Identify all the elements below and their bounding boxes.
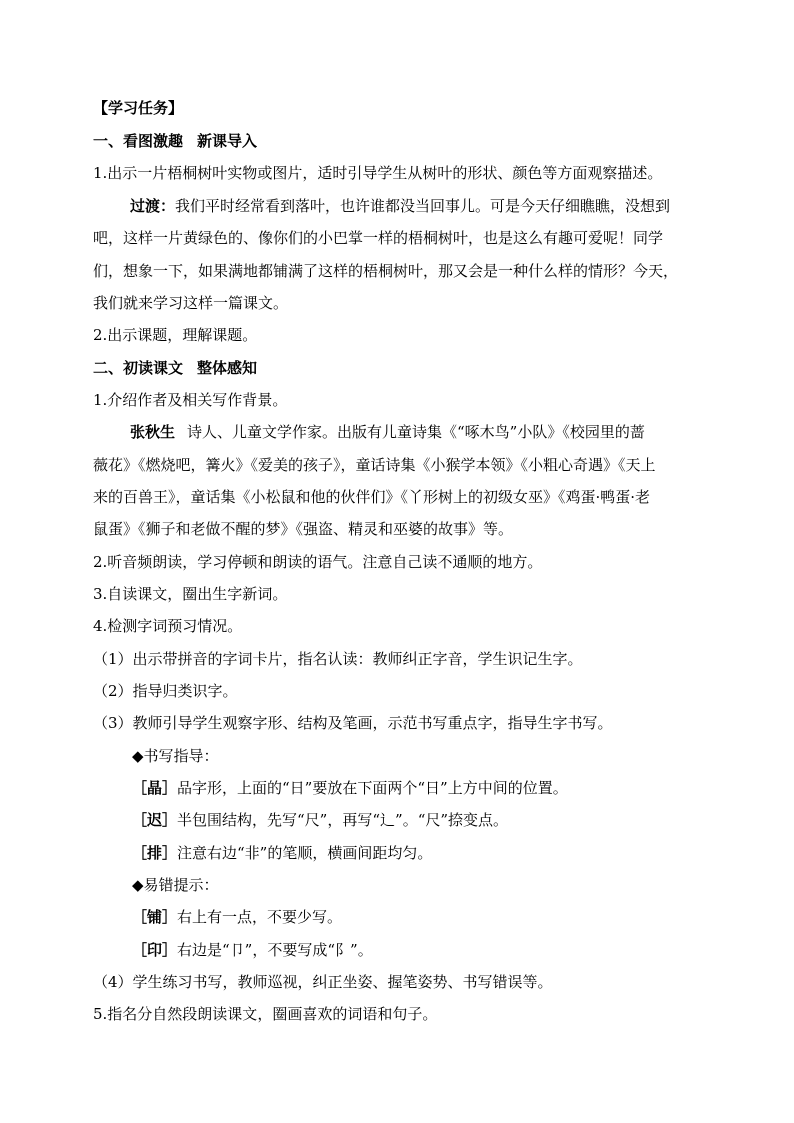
transition-text-1: 我们平时经常看到落叶，也许谁都没当回事儿。可是今天仔细瞧瞧，没想到 <box>175 197 671 215</box>
guide-item-chi <box>132 810 508 830</box>
step-2-2: 2.听音频朗读，学习停顿和朗读的语气。注意自己读不通顺的地方。 <box>93 553 543 571</box>
heading-part-two-b: 整体感知 <box>197 359 258 377</box>
guide-item-jing <box>132 778 568 798</box>
step-2-5: 5.指名分自然段朗读课文，圈画喜欢的词语和句子。 <box>93 1005 438 1023</box>
guide-char-jing: ［晶］ <box>132 779 178 797</box>
step-2-3: 3.自读课文，圈出生字新词。 <box>93 585 288 603</box>
guide-item-pai <box>132 843 432 863</box>
step-2-1: 1.介绍作者及相关写作背景。 <box>93 391 288 409</box>
guide-text-chi: 半包围结构，先写“尺”，再写“辶”。“尺”捺变点。 <box>177 811 509 829</box>
transition-paragraph-line-4: 我们就来学习这样一篇课文。 <box>93 294 289 312</box>
transition-paragraph-line-1 <box>130 196 670 216</box>
error-tips-heading: ◆易错提示： <box>132 876 219 894</box>
author-name: 张秋生 <box>130 423 176 441</box>
tip-char-pu: ［铺］ <box>132 908 178 926</box>
guide-text-pai: 注意右边“非”的笔顺，横画间距均匀。 <box>177 844 433 862</box>
substep-2: （2）指导归类识字。 <box>93 682 238 700</box>
tip-text-pu: 右上有一点，不要少写。 <box>177 908 343 926</box>
guide-char-chi: ［迟］ <box>132 811 178 829</box>
guide-text-jing: 品字形，上面的“日”要放在下面两个“日”上方中间的位置。 <box>177 779 568 797</box>
transition-paragraph-line-2: 吧，这样一片黄绿色的、像你们的小巴掌一样的梧桐树叶，也是这么有趣可爱呢！同学 <box>93 229 664 247</box>
substep-3: （3）教师引导学生观察字形、结构及笔画，示范书写重点字，指导生字书写。 <box>93 714 613 732</box>
transition-paragraph-line-3: 们，想象一下，如果满地都铺满了这样的梧桐树叶，那又会是一种什么样的情形？今天， <box>93 262 679 280</box>
heading-part-one-b: 新课导入 <box>197 132 258 150</box>
transition-label: 过渡： <box>130 197 176 215</box>
heading-part-two-a: 二、初读课文 <box>93 359 184 377</box>
step-1-1: 1.出示一片梧桐树叶实物或图片，适时引导学生从树叶的形状、颜色等方面观察描述。 <box>93 164 663 182</box>
tip-item-yin <box>132 940 373 960</box>
substep-4: （4）学生练习书写，教师巡视，纠正坐姿、握笔姿势、书写错误等。 <box>93 973 553 991</box>
author-paragraph-line-2: 薇花》《燃烧吧，篝火》《爱美的孩子》，童话诗集《小猴学本领》《小粗心奇遇》《天上 <box>93 456 656 474</box>
section-heading-tasks: 【学习任务】 <box>93 99 184 117</box>
tip-char-yin: ［印］ <box>132 941 178 959</box>
author-text-1: 诗人、儿童文学作家。出版有儿童诗集《“啄木鸟”小队》《校园里的蔷 <box>187 423 645 441</box>
author-paragraph-line-3: 来的百兽王》，童话集《小松鼠和他的伙伴们》《丫形树上的初级女巫》《鸡蛋·鸭蛋·老 <box>93 488 651 506</box>
tip-item-pu <box>132 907 342 927</box>
author-paragraph-line-1 <box>130 422 645 442</box>
heading-part-two <box>93 358 257 378</box>
writing-guide-heading: ◆书写指导： <box>132 747 219 765</box>
heading-part-one <box>93 131 257 151</box>
step-2-4: 4.检测字词预习情况。 <box>93 617 243 635</box>
tip-text-yin: 右边是“卩”，不要写成“阝”。 <box>177 941 373 959</box>
substep-1: （1）出示带拼音的字词卡片，指名认读：教师纠正字音，学生识记生字。 <box>93 650 583 668</box>
step-1-2: 2.出示课题，理解课题。 <box>93 326 258 344</box>
guide-char-pai: ［排］ <box>132 844 178 862</box>
author-paragraph-line-4: 鼠蛋》《狮子和老做不醒的梦》《强盗、精灵和巫婆的故事》等。 <box>93 520 514 538</box>
heading-part-one-a: 一、看图激趣 <box>93 132 184 150</box>
